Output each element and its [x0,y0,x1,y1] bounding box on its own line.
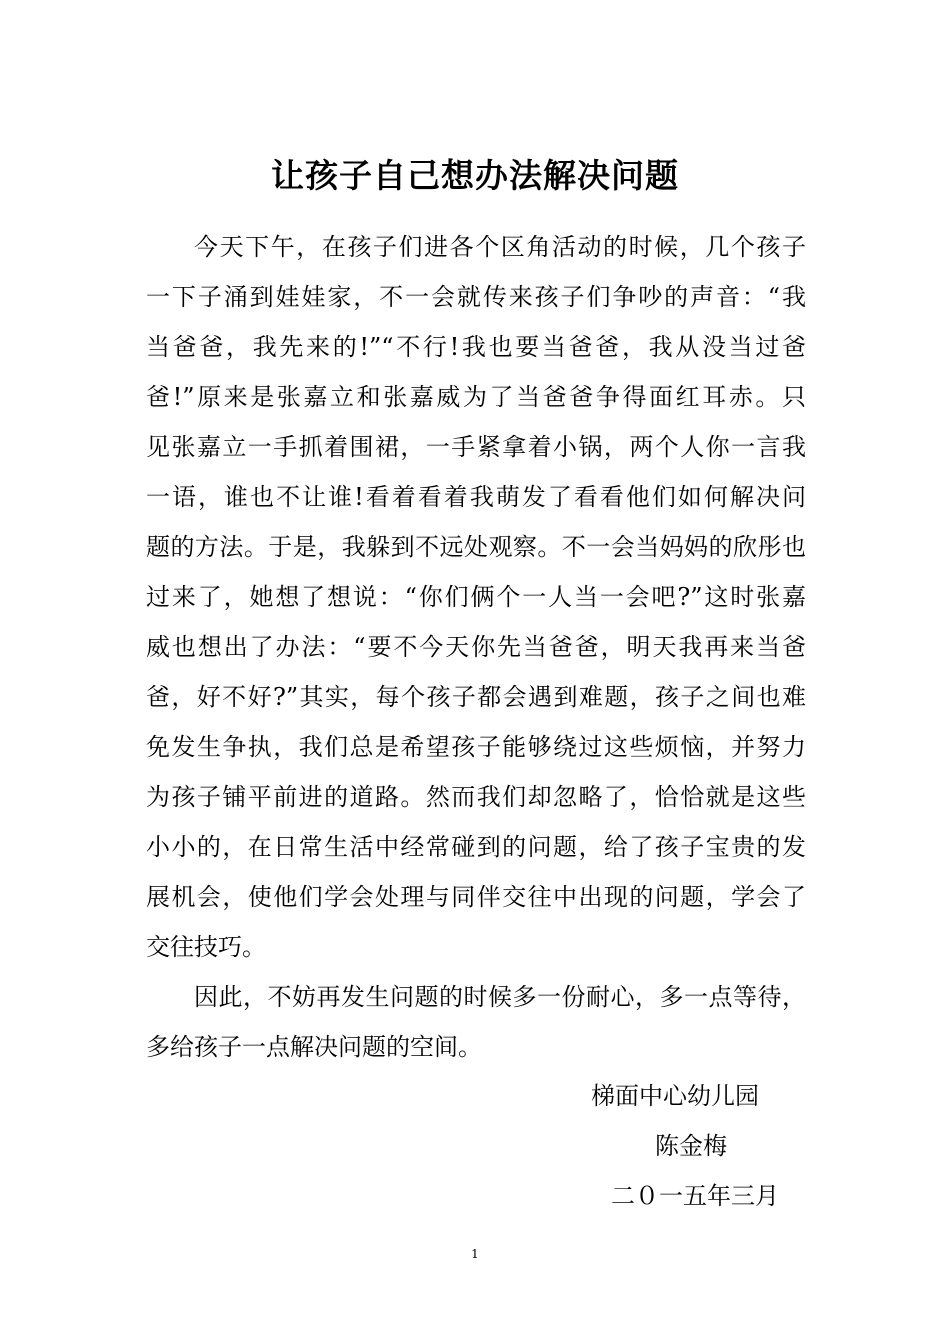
paragraph-line: 过来了，她想了想说：“你们俩个一人当一会吧?”这时张嘉 [146,583,806,611]
paragraph-line: 爸，好不好?”其实，每个孩子都会遇到难题，孩子之间也难 [146,683,806,711]
document-body [146,222,806,1072]
paragraph-line: 为孩子铺平前进的道路。然而我们却忽略了，恰恰就是这些 [146,783,806,811]
paragraph-line: 一语，谁也不让谁!看着看着我萌发了看看他们如何解决问 [146,483,806,511]
signature-date: 二０一五年三月 [611,1182,779,1210]
paragraph-line: 威也想出了办法：“要不今天你先当爸爸，明天我再来当爸 [146,633,806,661]
document-title: 让孩子自己想办法解决问题 [271,156,679,195]
paragraph-line: 爸!”原来是张嘉立和张嘉威为了当爸爸争得面红耳赤。只 [146,383,806,411]
paragraph-line: 多给孩子一点解决问题的空间。 [146,1033,482,1061]
signature-author: 陈金梅 [655,1132,727,1160]
paragraph-line: 展机会，使他们学会处理与同伴交往中出现的问题，学会了 [146,883,806,911]
paragraph-line: 免发生争执，我们总是希望孩子能够绕过这些烦恼，并努力 [146,733,806,761]
paragraph-line: 一下子涌到娃娃家，不一会就传来孩子们争吵的声音：“我 [146,283,806,311]
paragraph-line: 交往技巧。 [146,933,266,961]
paragraph-line: 当爸爸，我先来的!”“不行!我也要当爸爸，我从没当过爸 [146,333,806,361]
paragraph-line: 小小的，在日常生活中经常碰到的问题，给了孩子宝贵的发 [146,833,806,861]
paragraph-1 [146,222,806,972]
paragraph-line: 题的方法。于是，我躲到不远处观察。不一会当妈妈的欣彤也 [146,533,806,561]
paragraph-2 [146,972,806,1072]
signature-organization: 梯面中心幼儿园 [591,1082,759,1110]
paragraph-line: 因此，不妨再发生问题的时候多一份耐心，多一点等待， [194,983,806,1011]
page-number: 1 [471,1247,479,1261]
paragraph-line: 见张嘉立一手抓着围裙，一手紧拿着小锅，两个人你一言我 [146,433,806,461]
paragraph-line: 今天下午，在孩子们进各个区角活动的时候，几个孩子 [194,233,806,261]
